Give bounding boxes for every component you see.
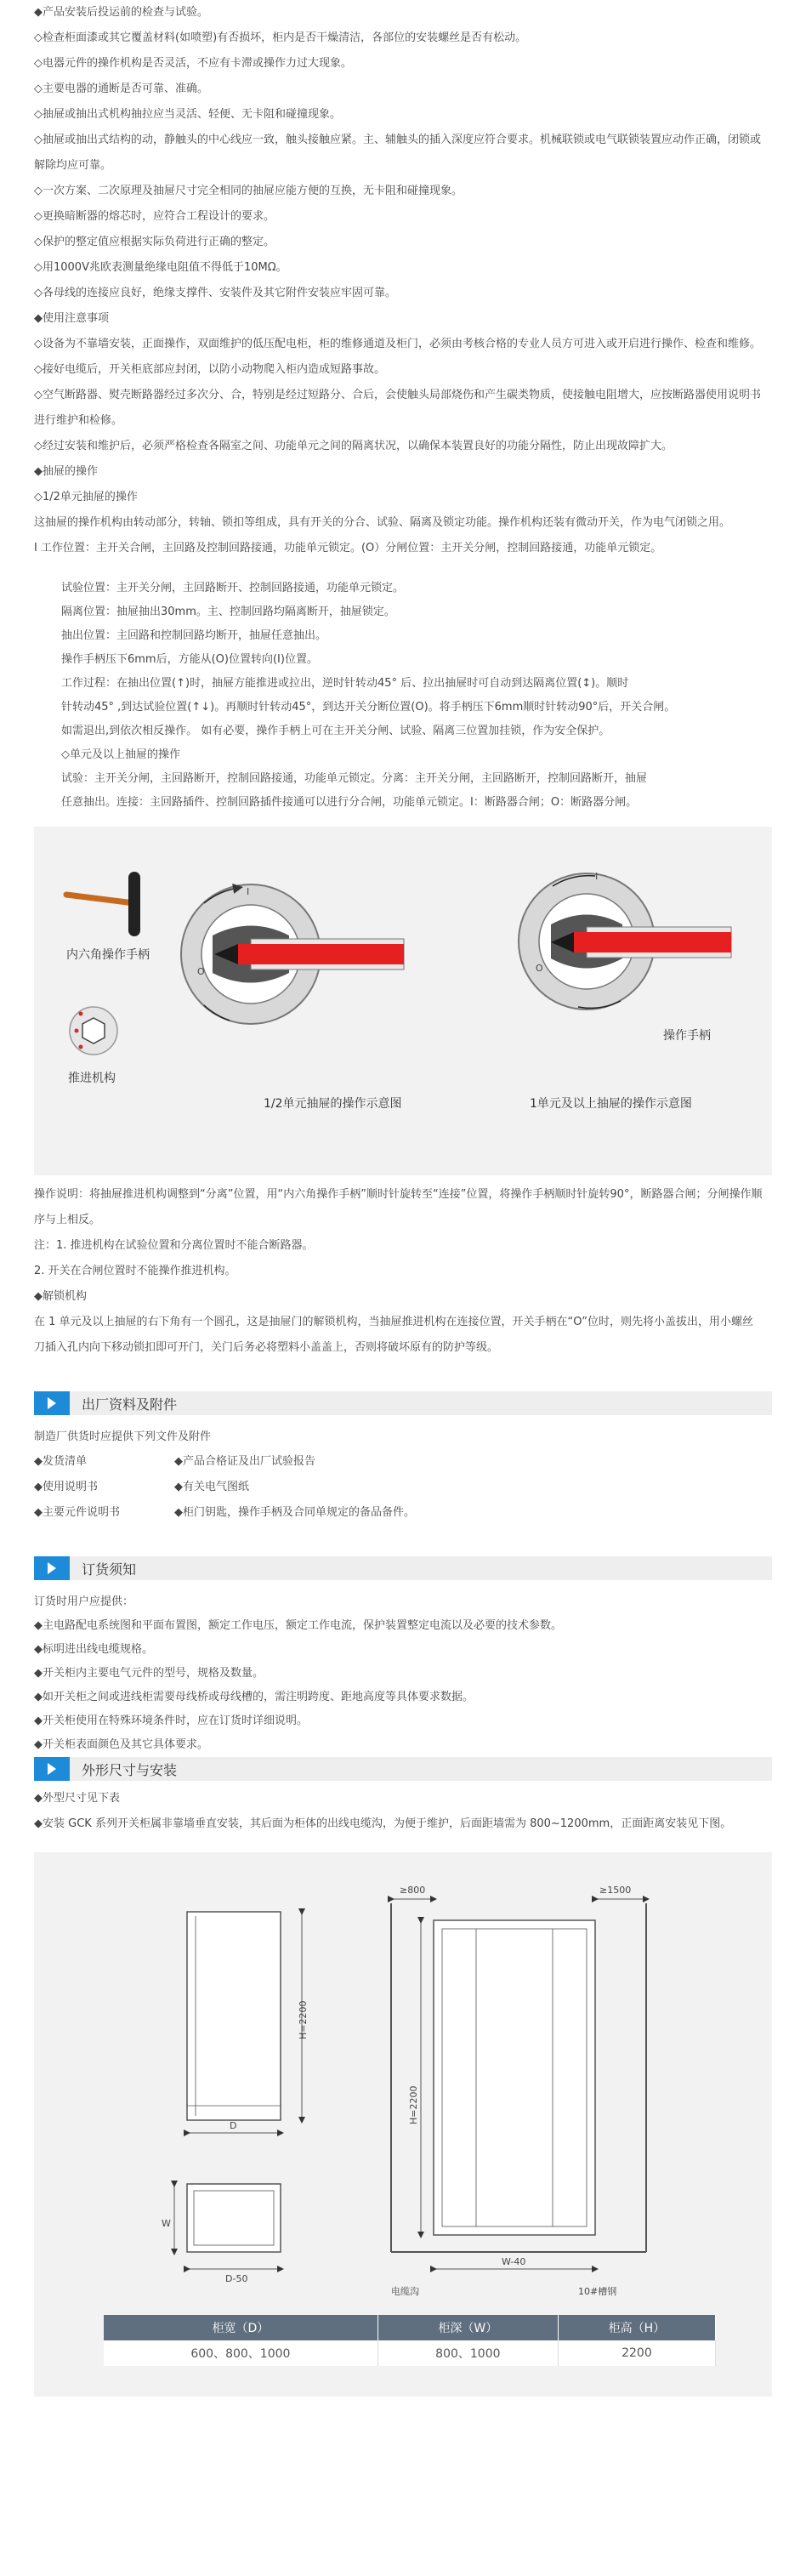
half-unit-mark-o: O <box>197 966 205 977</box>
text-line: 这抽屉的操作机构由转动部分，转轴、锁扣等组成，具有开关的分合、试验、隔离及锁定功能。操作机构还装有微动开关，作为电气闭锁之用。 <box>34 516 731 529</box>
text-line: ◇主要电器的通断是否可靠、准确。 <box>34 82 208 95</box>
half-unit-knob-icon <box>181 884 404 1024</box>
text-line: ◆解锁机构 <box>34 1290 87 1303</box>
cabinet-front-view <box>187 1912 302 2133</box>
section-order-lead: 订货时用户应提供： <box>34 1595 134 1608</box>
ge800-label: ≥800 <box>400 1885 426 1896</box>
text-line: 操作手柄压下6mm后，方能从(O)位置转向(I)位置。 <box>61 653 318 666</box>
text-line: ◆安装 GCK 系列开关柜属非靠墙垂直安装，其后面为柜体的出线电缆沟，为便于维护，后面距墙需为 800~1200mm，正面距离安装见下图。 <box>34 1817 732 1830</box>
single-unit-text <box>34 767 772 815</box>
text-line: 注：1. 推进机构在试验位置和分离位置时不能合断路器。 <box>34 1239 314 1252</box>
half-unit-mark-i: I <box>247 886 250 897</box>
spec-cell-height: 2200 <box>558 2340 715 2366</box>
text-line: 如需退出,到依次相反操作。 如有必要，操作手柄上可在主开关分闸、试验、隔离三位置加挂锁，作为安全保护。 <box>61 725 610 737</box>
play-icon <box>34 1757 70 1781</box>
handle-label: 操作手柄 <box>663 1029 711 1043</box>
dims-lead <box>34 1786 772 1837</box>
text-line: ◇抽屉或抽出式机构抽拉应当灵活、轻便、无卡阻和碰撞现象。 <box>34 108 341 121</box>
text-line: 在 1 单元及以上抽屉的右下角有一个圆孔，这是抽屉门的解锁机构，当抽屉推进机构在连接位置，开关手柄在“O”位时，则先将小盖拔出，用小螺丝刀插入孔内向下移动锁扣即可开门，关门后务必将塑料小盖盖上，否则将破坏原有的防护等级。 <box>34 1316 754 1354</box>
play-icon <box>34 1391 70 1415</box>
section-dims-title: 外形尺寸与安装 <box>82 1761 178 1778</box>
text-line: ◆主电路配电系统图和平面布置图，额定工作电压，额定工作电流，保护装置整定电流以及必要的技术参数。 <box>34 1619 562 1632</box>
top-dp-label: D-50 <box>225 2273 248 2284</box>
spec-cell-depth: 800、1000 <box>377 2340 558 2366</box>
text-line: ◆外型尺寸见下表 <box>34 1792 120 1805</box>
list-item: ◆柜门钥匙，操作手柄及合同单规定的备品备件。 <box>174 1506 415 1519</box>
spec-cell-width: 600、800、1000 <box>104 2340 377 2366</box>
w40-label: W-40 <box>502 2256 526 2267</box>
text-line: ◆开关柜内主要电气元件的型号，规格及数量。 <box>34 1667 264 1680</box>
text-line: ◆标明进出线电缆规格。 <box>34 1643 153 1656</box>
text-line: 抽出位置：主回路和控制回路均断开，抽屉任意抽出。 <box>61 629 327 642</box>
spec-header-height: 柜高（H） <box>558 2315 715 2340</box>
cabinet-top-view <box>174 2184 281 2269</box>
list-item: ◆发货清单 <box>34 1455 87 1468</box>
full-unit-caption: 1单元及以上抽屉的操作示意图 <box>530 1097 692 1111</box>
order-list <box>34 1614 772 1757</box>
text-line: ◇各母线的连接应良好，绝缘支撑件、安装件及其它附件安装应牢固可靠。 <box>34 287 396 299</box>
text-line: ◇设备为不靠墙安装，正面操作，双面维护的低压配电柜，柜的维修通道及柜门，必须由考核合格的专业人员方可进入或开启进行操作、检查和维修。 <box>34 338 761 350</box>
text-line: 2. 开关在合闸位置时不能操作推进机构。 <box>34 1265 236 1277</box>
front-depth-label: D <box>230 2120 237 2131</box>
docs-list <box>34 1449 772 1526</box>
notes-block <box>34 1182 772 1361</box>
table-row <box>104 2340 716 2366</box>
list-item: ◆主要元件说明书 <box>34 1506 120 1519</box>
text-line: 隔离位置：抽屉抽出30mm。主、控制回路均隔离断开，抽屉锁定。 <box>61 606 395 618</box>
positions-block <box>34 577 772 672</box>
list-item: ◆产品合格证及出厂试验报告 <box>174 1455 315 1468</box>
channel-label: 10#槽钢 <box>578 2286 617 2297</box>
text-line: 工作过程：在抽出位置(↑)时，抽屉方能推进或拉出，逆时针转动45° 后、拉出抽屉时可自动到达隔离位置(↕)。顺时 <box>61 677 629 690</box>
text-line: ◆产品安装后投运前的检查与试验。 <box>34 6 208 19</box>
front-height-label: H=2200 <box>298 2000 309 2039</box>
text-line: ◆抽屉的操作 <box>34 465 98 478</box>
dimension-drawing <box>34 1852 772 2397</box>
text-line: ◇用1000V兆欧表测量绝缘电阻值不得低于10MΩ。 <box>34 261 287 274</box>
half-unit-caption: 1/2单元抽屉的操作示意图 <box>264 1097 402 1111</box>
text-line: ◇检查柜面漆或其它覆盖材料(如喷塑)有否损坏，柜内是否干燥清洁，各部位的安装螺丝是否有松动。 <box>34 31 527 44</box>
section-dims-header <box>34 1757 772 1781</box>
spec-header-depth: 柜深（W） <box>377 2315 558 2340</box>
section-order-header <box>34 1556 772 1580</box>
play-icon <box>34 1556 70 1580</box>
cabinet-install-view <box>391 1899 646 2269</box>
text-line: ◆开关柜表面颜色及其它具体要求。 <box>34 1738 208 1751</box>
text-line: ◇经过安装和维护后，必须严格检查各隔室之间、功能单元之间的隔离状况，以确保本装置良好的功能分隔性，防止出现故障扩大。 <box>34 440 673 452</box>
text-line: ◇空气断路器、熨壳断路器经过多次分、合，特别是经过短路分、合后，会使触头局部烧伤和产生碳类物质，使接触电阻增大，应按断路器使用说明书进行维护和检修。 <box>34 389 761 427</box>
work-process-block <box>34 672 772 743</box>
text-line: ◇抽屉或抽出式结构的动，静触头的中心线应一致，触头接触应紧。主、辅触头的插入深度应符合要求。机械联锁或电气联锁装置应动作正确，闭锁或解除均应可靠。 <box>34 134 761 172</box>
hex-handle-label: 内六角操作手柄 <box>66 948 150 962</box>
ge1500-label: ≥1500 <box>599 1885 632 1896</box>
text-line: ◇1/2单元抽屉的操作 <box>34 491 138 503</box>
text-line: Ⅰ 工作位置：主开关合闸，主回路及控制回路接通，功能单元锁定。(O）分闸位置：主开关分闸，控制回路接通，功能单元锁定。 <box>34 542 662 554</box>
text-line: ◇电器元件的操作机构是否灵活，不应有卡滞或操作力过大现象。 <box>34 57 352 70</box>
text-line: ◆如开关柜之间或进线柜需要母线桥或母线槽的，需注明跨度、距地高度等具体要求数据。 <box>34 1691 474 1703</box>
hex-handle-icon <box>66 878 134 930</box>
push-mech-label: 推进机构 <box>68 1072 116 1085</box>
full-unit-mark-i: I <box>595 871 599 882</box>
text-line: 试验：主开关分闸，主回路断开，控制回路接通，功能单元锁定。分离：主开关分闸，主回路断开，控制回路断开，抽屉 <box>61 772 648 785</box>
intro-block <box>34 0 772 561</box>
section-docs-header <box>34 1391 772 1415</box>
text-line: 针转动45° ,到达试验位置(↑↓)。再顺时针转动45°，到达开关分断位置(O)。将手柄压下6mm顺时针转动90°后，开关合闸。 <box>61 701 676 714</box>
install-height-label: H=2200 <box>408 2085 419 2124</box>
text-line: ◇保护的整定值应根据实际负荷进行正确的整定。 <box>34 236 275 248</box>
push-mechanism-icon <box>70 1007 117 1055</box>
spec-header-width: 柜宽（D） <box>104 2315 377 2340</box>
text-line: ◇更换暗断器的熔芯时，应符合工程设计的要求。 <box>34 210 275 223</box>
spec-table <box>104 2315 716 2366</box>
single-unit-title: ◇单元及以上抽屉的操作 <box>61 748 180 761</box>
list-item: ◆有关电气图纸 <box>174 1481 249 1493</box>
list-item: ◆使用说明书 <box>34 1481 98 1493</box>
operation-figure <box>34 827 772 1175</box>
section-docs-lead: 制造厂供货时应提供下列文件及附件 <box>34 1430 212 1443</box>
text-line: 任意抽出。连接：主回路插件、控制回路插件接通可以进行分合闸，功能单元锁定。I：断路器合闸；O：断路器分闸。 <box>61 796 638 809</box>
text-line: ◆开关柜使用在特殊环境条件时，应在订货时详细说明。 <box>34 1714 308 1727</box>
text-line: ◆使用注意事项 <box>34 312 109 325</box>
section-docs-title: 出厂资料及附件 <box>82 1396 178 1413</box>
text-line: 操作说明：将抽屉推进机构调整到“分离”位置，用“内六角操作手柄”顺时针旋转至“连接”位置，将操作手柄顺时针旋转90°，断路器合闸；分闸操作顺序与上相反。 <box>34 1188 763 1226</box>
full-unit-mark-o: O <box>536 963 543 974</box>
top-w-label: W <box>162 2218 171 2229</box>
text-line: ◇接好电缆后，开关柜底部应封闭，以防小动物爬入柜内造成短路事故。 <box>34 363 385 376</box>
text-line: 试验位置：主开关分闸，主回路断开、控制回路接通，功能单元锁定。 <box>61 582 405 594</box>
section-order-title: 订货须知 <box>82 1561 137 1578</box>
trench-label: 电缆沟 <box>391 2286 419 2297</box>
text-line: ◇一次方案、二次原理及抽屉尺寸完全相同的抽屉应能方便的互换，无卡阻和碰撞现象。 <box>34 185 463 197</box>
full-unit-knob-icon <box>519 873 731 1009</box>
